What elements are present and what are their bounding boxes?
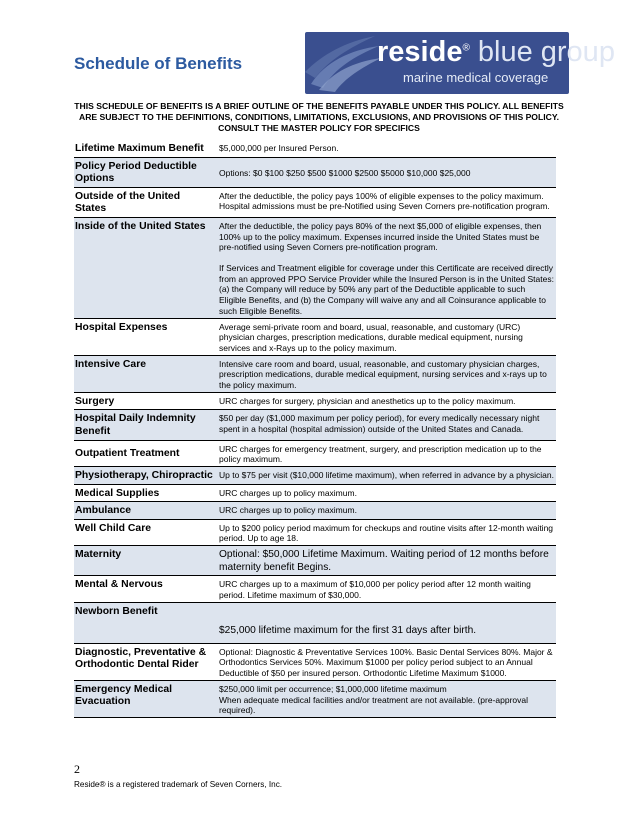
notice-line: ARE SUBJECT TO THE DEFINITIONS, CONDITIONS, LIMITATIONS, EXCLUSIONS, AND PROVISIONS OF THIS POLICY. bbox=[78, 112, 559, 122]
table-row bbox=[74, 502, 556, 520]
benefit-value: Average semi-private room and board, usual, reasonable, and customary (URC) physician charges, prescription medications, durable medical equipment, nursing services and x-Rays up to the policy maximum. bbox=[216, 318, 556, 355]
benefit-value bbox=[216, 680, 556, 717]
benefit-value-paragraph: After the deductible, the policy pays 80% of the next $5,000 of eligible expenses, then 100% up to the policy maximum. Expenses incurred inside the United States must be pre-notified using Seven Corners pre-notification program. bbox=[219, 220, 542, 253]
benefit-label: Hospital Daily Indemnity Benefit bbox=[74, 410, 216, 440]
table-row bbox=[74, 680, 556, 717]
benefit-label: Surgery bbox=[74, 392, 216, 410]
table-row bbox=[74, 140, 556, 157]
benefit-value: Up to $75 per visit ($10,000 lifetime maximum), when referred in advance by a physician. bbox=[216, 467, 556, 485]
benefit-value-paragraph: When adequate medical facilities and/or treatment are not available. (pre-approval required). bbox=[219, 694, 529, 716]
benefit-label: Intensive Care bbox=[74, 355, 216, 392]
table-row bbox=[74, 643, 556, 680]
benefit-label: Inside of the United States bbox=[74, 217, 216, 318]
benefit-label: Physiotherapy, Chiropractic bbox=[74, 467, 216, 485]
table-row bbox=[74, 187, 556, 217]
benefit-label: Outside of the United States bbox=[74, 187, 216, 217]
table-row bbox=[74, 355, 556, 392]
logo-swirl-icon bbox=[305, 32, 385, 94]
benefit-value-paragraph: If Services and Treatment eligible for coverage under this Certificate are received directly from an approved PPO Service Provider while the Insured Person is in the United States: (a) the Company will reduce by 50% any part of the Deductible applicable to such Eligible Benefits, and (b) the Company will waive any and all Coinsurance applicable to such Eligible Benefits. bbox=[219, 263, 554, 316]
benefit-label: Lifetime Maximum Benefit bbox=[74, 140, 216, 157]
benefit-label: Hospital Expenses bbox=[74, 318, 216, 355]
table-row bbox=[74, 484, 556, 502]
benefit-label: Newborn Benefit bbox=[74, 602, 216, 643]
table-row bbox=[74, 467, 556, 485]
benefit-value: URC charges for emergency treatment, surgery, and prescription medication up to the policy maximum. bbox=[216, 440, 556, 466]
table-row bbox=[74, 157, 556, 187]
notice-line: THIS SCHEDULE OF BENEFITS IS A BRIEF OUTLINE OF THE BENEFITS PAYABLE UNDER THIS POLICY. ALL BENEFITS bbox=[74, 101, 564, 111]
benefit-label: Medical Supplies bbox=[74, 484, 216, 502]
benefit-value: URC charges for surgery, physician and anesthetics up to the policy maximum. bbox=[216, 392, 556, 410]
benefits-table bbox=[74, 140, 556, 718]
benefit-label: Diagnostic, Preventative & Orthodontic Dental Rider bbox=[74, 643, 216, 680]
benefit-value: $50 per day ($1,000 maximum per policy period), for every medically necessary night spent in a hospital (hospital admission) outside of the United States and Canada. bbox=[216, 410, 556, 440]
benefit-label: Maternity bbox=[74, 546, 216, 576]
benefit-value: Optional: Diagnostic & Preventative Services 100%. Basic Dental Services 80%. Major & Orthodontics Services 50%. Maximum $1000 per policy period subject to an Annual Deductible of $50 per insured person. Orthodontic Lifetime Maximum $1000. bbox=[216, 643, 556, 680]
table-row bbox=[74, 519, 556, 545]
logo-wordmark: reside® blue group bbox=[377, 36, 615, 68]
benefit-value: Intensive care room and board, usual, reasonable, and customary physician charges, prescription medications, durable medical equipment, nursing services and x-rays up to the policy maximum. bbox=[216, 355, 556, 392]
policy-notice bbox=[74, 101, 564, 134]
table-row bbox=[74, 576, 556, 602]
page-title: Schedule of Benefits bbox=[74, 54, 243, 73]
notice-line: CONSULT THE MASTER POLICY FOR SPECIFICS bbox=[218, 123, 420, 133]
benefit-value: URC charges up to policy maximum. bbox=[216, 484, 556, 502]
benefit-value: $25,000 lifetime maximum for the first 31 days after birth. bbox=[216, 602, 556, 643]
benefit-label: Outpatient Treatment bbox=[74, 440, 216, 466]
page-number: 2 bbox=[74, 762, 80, 776]
table-row bbox=[74, 440, 556, 466]
logo-tagline: marine medical coverage bbox=[403, 70, 549, 85]
benefit-label: Policy Period Deductible Options bbox=[74, 157, 216, 187]
benefit-label: Emergency Medical Evacuation bbox=[74, 680, 216, 717]
table-row bbox=[74, 546, 556, 576]
table-row bbox=[74, 602, 556, 643]
benefit-value: $5,000,000 per Insured Person. bbox=[216, 140, 556, 157]
benefit-value: Options: $0 $100 $250 $500 $1000 $2500 $5000 $10,000 $25,000 bbox=[216, 157, 556, 187]
benefit-value-paragraph: $250,000 limit per occurrence; $1,000,000 lifetime maximum bbox=[219, 683, 447, 694]
reside-blue-group-logo bbox=[305, 32, 615, 94]
table-row bbox=[74, 217, 556, 318]
benefit-label: Well Child Care bbox=[74, 519, 216, 545]
benefit-value bbox=[216, 217, 556, 318]
benefit-value: URC charges up to policy maximum. bbox=[216, 502, 556, 520]
benefit-value: URC charges up to a maximum of $10,000 per policy period after 12 month waiting period. Lifetime maximum of $30,000. bbox=[216, 576, 556, 602]
benefit-value: Up to $200 policy period maximum for checkups and routine visits after 12-month waiting period. Up to age 18. bbox=[216, 519, 556, 545]
table-row bbox=[74, 392, 556, 410]
trademark-note: Reside® is a registered trademark of Seven Corners, Inc. bbox=[74, 780, 283, 789]
table-row bbox=[74, 410, 556, 440]
benefit-label: Ambulance bbox=[74, 502, 216, 520]
table-row bbox=[74, 318, 556, 355]
benefit-value: After the deductible, the policy pays 100% of eligible expenses to the policy maximum. Hospital admissions must be pre-Notified using Seven Corners pre-notification program. bbox=[216, 187, 556, 217]
benefit-value: Optional: $50,000 Lifetime Maximum. Waiting period of 12 months before maternity benefit Begins. bbox=[216, 546, 556, 576]
benefit-label: Mental & Nervous bbox=[74, 576, 216, 602]
